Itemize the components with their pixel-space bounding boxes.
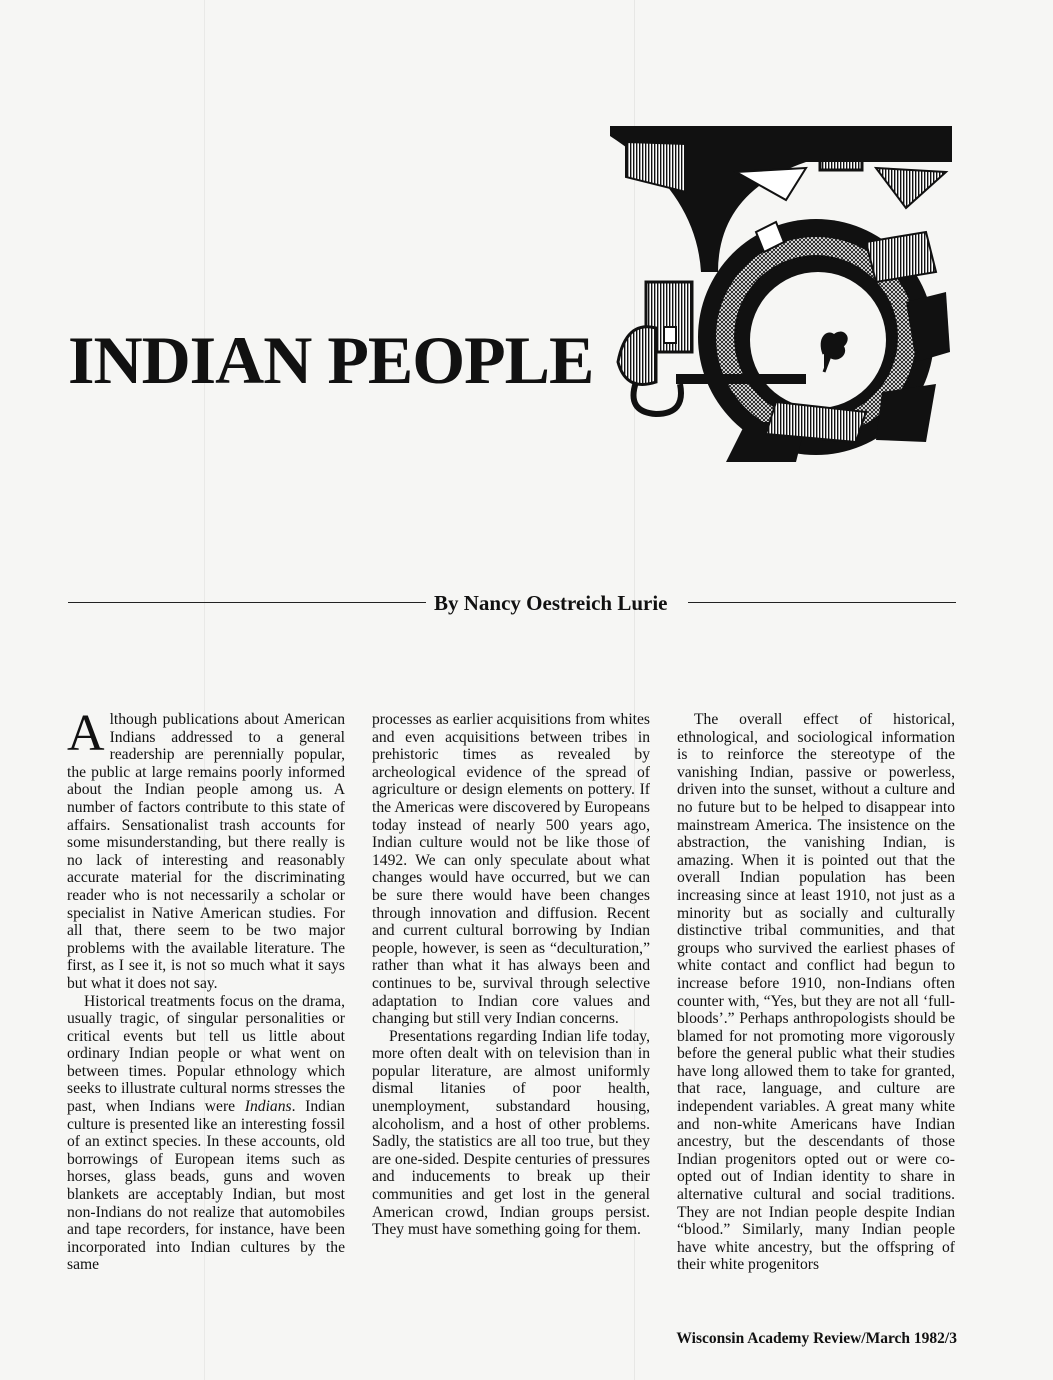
paragraph	[67, 705, 345, 993]
text-column-3	[677, 711, 955, 1274]
page-footer: Wisconsin Academy Review/March 1982/3	[676, 1330, 957, 1347]
drop-cap: A	[67, 705, 105, 762]
paragraph-text: lthough publications about American Indians addressed to a general readership are perennially popular, the public at large remains poorly informed about the Indian people among us. A number of factors contribute to this state of affairs. Sensationalist trash accounts for some misunderstanding, but there really is no lack of interesting and reasonably accurate material for the discriminating reader who is not necessarily a scholar or specialist in Native American studies. For all that, there seem to be two major problems with the available literature. The first, as I see it, is not so much what it says but what it does not say.	[67, 711, 345, 992]
paragraph: The overall effect of historical, ethnological, and sociological information is to reinforce the stereotype of the vanishing Indian, passive or powerless, driven into the sunset, without a culture and no future but to be helped to disappear into mainstream America. The insistence on the abstraction, the vanishing Indian, is amazing. When it is pointed out that the overall Indian population has been increasing since at least 1910, not just as a minority but as socially and culturally distinctive tribal communities, and that groups who survived the earliest phases of white contact and conflict had begun to increase before 1910, non-Indians often counter with, “Yes, but they are not all ‘full-bloods’.” Perhaps anthropologists should be blamed for not promoting more vigorously before the general public what their studies have long allowed them to take for granted, that race, language, and culture are independent variables. A great many white and non-white Americans have Indian ancestry, but the descendants of those Indian progenitors opted out or were co-opted out of Indian identity to share in alternative cultural and social traditions. They are not Indian people despite Indian “blood.” Similarly, many Indian people have white ancestry, but the offspring of their white progenitors	[677, 711, 955, 1274]
paragraph	[67, 993, 345, 1275]
paragraph: Presentations regarding Indian life today, more often dealt with on television than in popular literature, are almost uniformly dismal litanies of poor health, unemployment, substandard housing, alcoholism, and a host of other problems. Sadly, the statistics are all too true, but they are one-sided. Despite centuries of pressures and inducements to break up their communities and get lost in the general American crowd, Indian groups persist. They must have something going for them.	[372, 1027, 650, 1239]
paragraph-text: Historical treatments focus on the drama, usually tragic, of singular personalities or critical events but tell us little about ordinary Indian people or what went on between times. Popular ethnology which seeks to illustrate cultural norms stresses the past, when Indians were	[67, 992, 345, 1116]
text-column-2	[372, 711, 650, 1239]
byline: By Nancy Oestreich Lurie	[434, 591, 668, 615]
text-column-1	[67, 705, 345, 1274]
decorative-indian-pottery-design-icon	[606, 122, 956, 472]
emphasis-text: Indians	[244, 1098, 292, 1116]
byline-row	[68, 590, 956, 616]
paragraph-text: . Indian culture is presented like an interesting fossil of an extinct species. In these accounts, old borrowings of European items such as horses, glass beads, guns and woven blankets are acceptably Indian, but most non-Indians do not realize that automobiles and tape recorders, for instance, have been incorporated into Indian cultures by the same	[67, 1098, 345, 1274]
byline-rule-left	[68, 602, 426, 603]
byline-rule-right	[688, 602, 956, 603]
paragraph: processes as earlier acquisitions from whites and even acquisitions between tribes in prehistoric times as revealed by archeological evidence of the spread of agriculture or design elements on pottery. If the Americas were discovered by Europeans today instead of nearly 500 years ago, Indian culture would not be like those of 1492. We can only speculate about what changes would have occurred, but we can be sure there would have been changes through innovation and diffusion. Recent and current cultural borrowing by Indian people, however, is seen as “deculturation,” rather than what it has always been and continues to be, survival through selective adaptation to Indian core values and changing but still very Indian concerns.	[372, 711, 650, 1028]
article-title: INDIAN PEOPLE	[68, 322, 594, 398]
